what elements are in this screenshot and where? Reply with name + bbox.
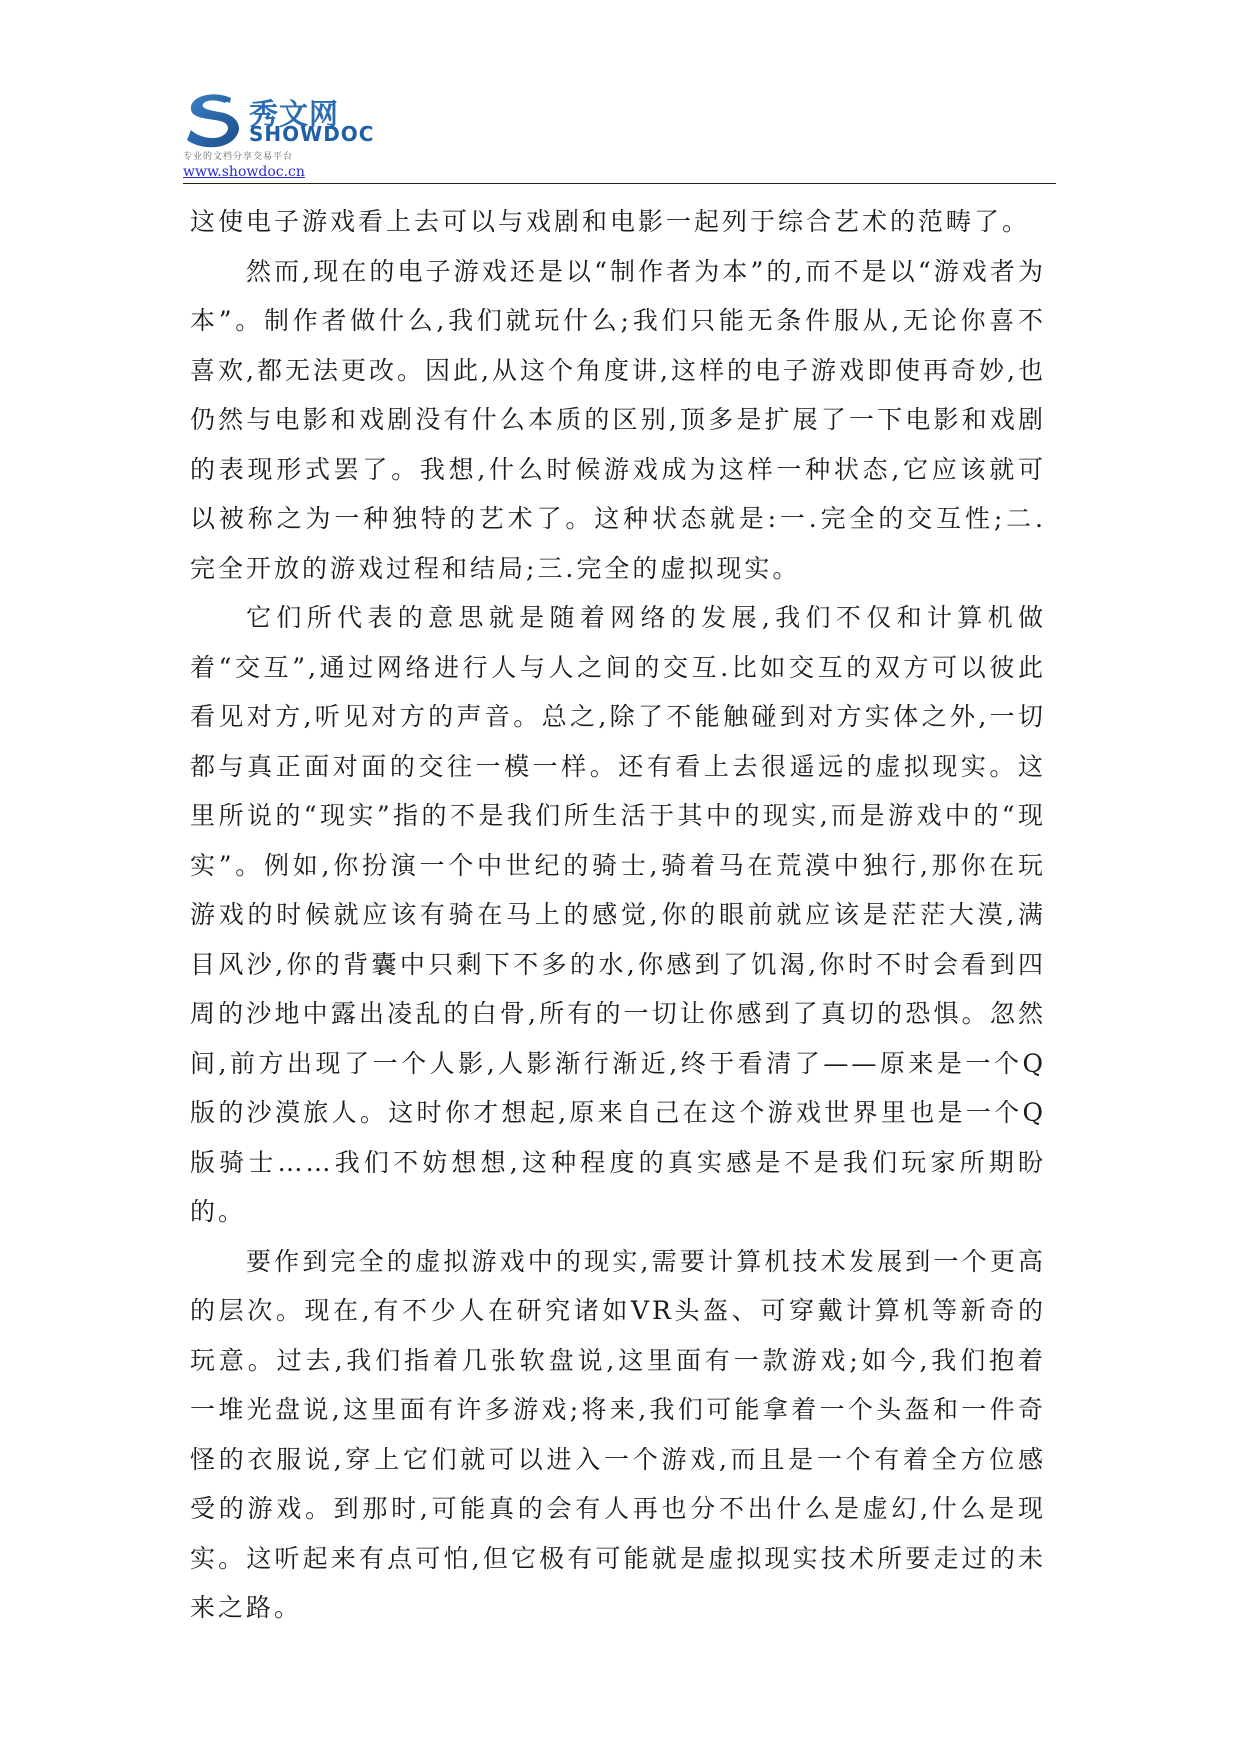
paragraph: 要作到完全的虚拟游戏中的现实,需要计算机技术发展到一个更高的层次。现在,有不少人在研究诸如VR头盔、可穿戴计算机等新奇的玩意。过去,我们指着几张软盘说,这里面有一款游戏;如今,我们抱着一堆光盘说,这里面有许多游戏;将来,我们可能拿着一个头盔和一件奇怪的衣服说,穿上它们就可以进入一个游戏,而且是一个有着全方位感受的游戏。到那时,可能真的会有人再也分不出什么是虚幻,什么是现实。这听起来有点可怕,但它极有可能就是虚拟现实技术所要走过的未来之路。 xyxy=(190,1246,1046,1622)
showdoc-logo[interactable] xyxy=(183,92,375,162)
brand-name-en: SHOWDOC xyxy=(249,122,375,146)
header-divider xyxy=(183,183,1056,184)
page-header xyxy=(0,0,1241,190)
paragraph: 这使电子游戏看上去可以与戏剧和电影一起列于综合艺术的范畴了。 xyxy=(190,207,1031,236)
paragraph: 它们所代表的意思就是随着网络的发展,我们不仅和计算机做着“交互”,通过网络进行人与人之间的交互.比如交互的双方可以彼此看见对方,听见对方的声音。总之,除了不能触碰到对方实体之外,一切都与真正面对面的交往一模一样。还有看上去很遥远的虚拟现实。这里所说的“现实”指的不是我们所生活于其中的现实,而是游戏中的“现实”。例如,你扮演一个中世纪的骑士,骑着马在荒漠中独行,那你在玩游戏的时候就应该有骑在马上的感觉,你的眼前就应该是茫茫大漠,满目风沙,你的背囊中只剩下不多的水,你感到了饥渴,你时不时会看到四周的沙地中露出凌乱的白骨,所有的一切让你感到了真切的恐惧。忽然间,前方出现了一个人影,人影渐行渐近,终于看清了——原来是一个Q版的沙漠旅人。这时你才想起,原来自己在这个游戏世界里也是一个Q版骑士……我们不妨想想,这种程度的真实感是不是我们玩家所期盼的。 xyxy=(190,603,1046,1226)
logo-s-icon xyxy=(183,92,243,150)
paragraph: 然而,现在的电子游戏还是以“制作者为本”的,而不是以“游戏者为本”。制作者做什么,我们就玩什么;我们只能无条件服从,无论你喜不喜欢,都无法更改。因此,从这个角度讲,这样的电子游戏即使再奇妙,也仍然与电影和戏剧没有什么本质的区别,顶多是扩展了一下电影和戏剧的表现形式罢了。我想,什么时候游戏成为这样一种状态,它应该就可以被称之为一种独特的艺术了。这种状态就是:一.完全的交互性;二.完全开放的游戏过程和结局;三.完全的虚拟现实。 xyxy=(190,256,1046,583)
document-body xyxy=(190,197,1046,1633)
site-url-link[interactable]: www.showdoc.cn xyxy=(183,164,305,180)
brand-name-cn: 秀文网 xyxy=(249,97,340,131)
brand-tagline: 专业的文档分享交易平台 xyxy=(183,152,294,162)
